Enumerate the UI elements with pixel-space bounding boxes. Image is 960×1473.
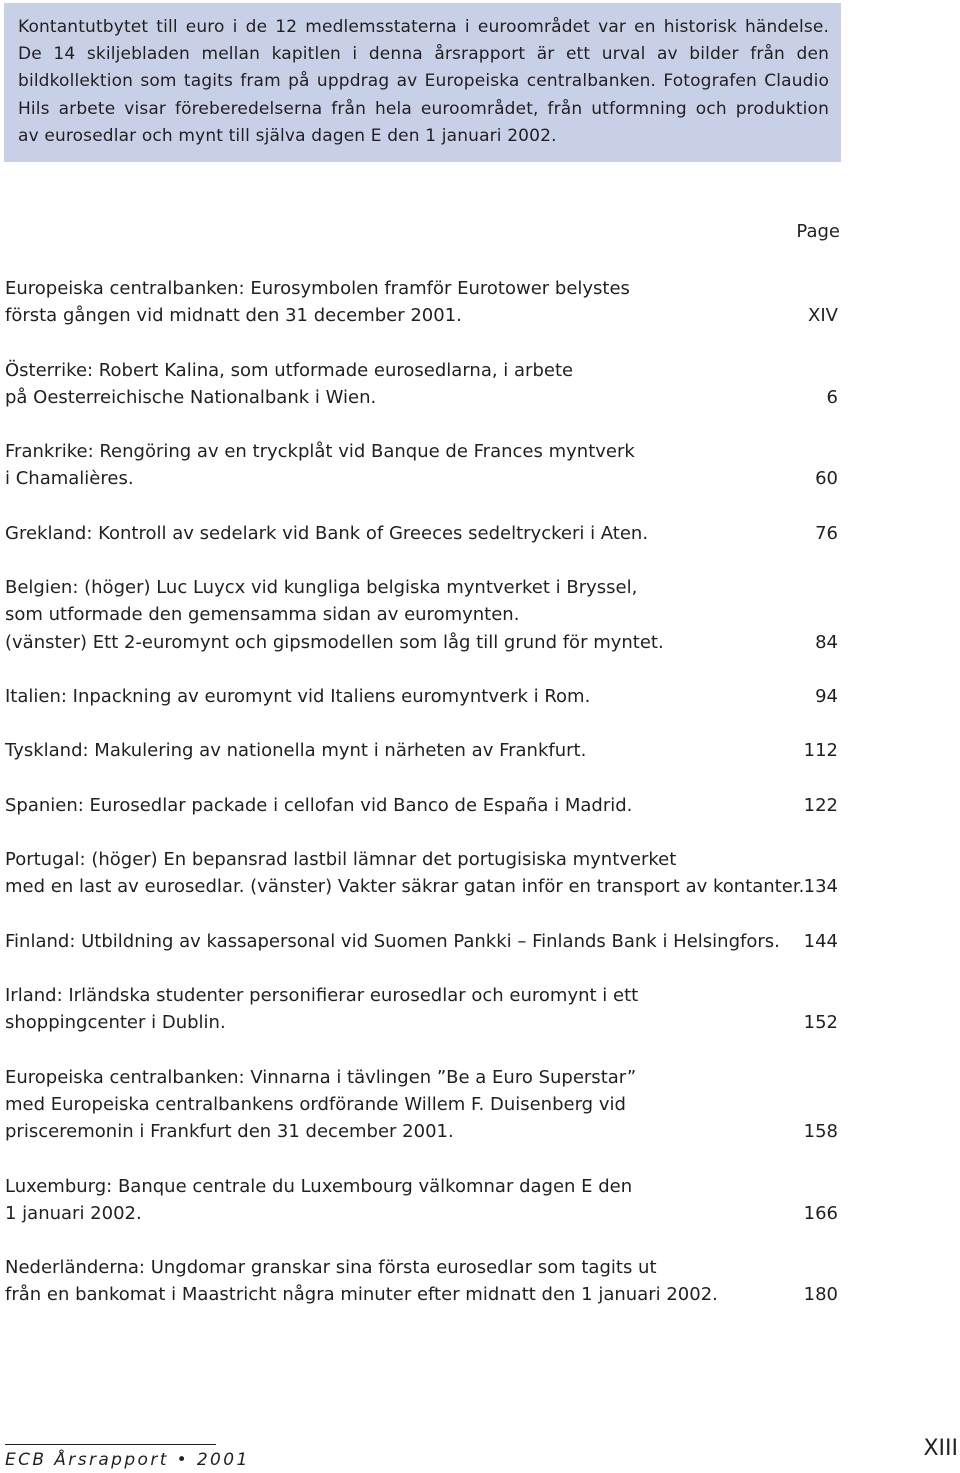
toc-entry-page: 112 (803, 740, 838, 762)
toc-entry (5, 574, 840, 656)
toc-entry (5, 438, 840, 492)
toc-entry-page: 122 (803, 794, 838, 816)
toc-entry (5, 1254, 840, 1308)
toc-entry-line: (vänster) Ett 2-euromynt och gipsmodellen som låg till grund för myntet. (5, 631, 664, 653)
toc-entry (5, 982, 840, 1036)
intro-paragraph (18, 14, 829, 150)
page-column-header: Page (796, 221, 840, 242)
toc-entry (5, 1064, 840, 1146)
toc-entry-page: 134 (803, 876, 838, 898)
intro-line: av eurosedlar och mynt till själva dagen E den 1 januari 2002. (18, 125, 557, 146)
footer-publication: ECB Årsrapport • 2001 (5, 1450, 250, 1470)
toc-entry-line: shoppingcenter i Dublin. (5, 1012, 226, 1034)
toc-entry-page: 6 (826, 386, 838, 408)
intro-line: De 14 skiljebladen mellan kapitlen i denna årsrapport är ett urval av bilder från den (18, 44, 829, 65)
toc-entry-page: 158 (803, 1121, 838, 1143)
toc-entry-line: Grekland: Kontroll av sedelark vid Bank of Greeces sedeltryckeri i Aten. (5, 522, 649, 544)
toc-entry (5, 520, 840, 547)
toc-entry-line: Europeiska centralbanken: Vinnarna i tävlingen ”Be a Euro Superstar” (5, 1066, 637, 1088)
intro-line: Hils arbete visar föreberedelserna från hela euroområdet, från utformning och produktion (18, 98, 829, 119)
toc-entry-line: som utformade den gemensamma sidan av euromynten. (5, 604, 520, 626)
toc-entry (5, 846, 840, 900)
toc-entry-line: Finland: Utbildning av kassapersonal vid Suomen Pankki – Finlands Bank i Helsingfors. (5, 930, 780, 952)
toc-entry-line: Österrike: Robert Kalina, som utformade eurosedlarna, i arbete (5, 359, 574, 381)
toc-entry (5, 928, 840, 955)
intro-line: bildkollektion som tagits fram på uppdrag av Europeiska centralbanken. Fotografen Claudio (18, 71, 829, 92)
toc-entry (5, 357, 840, 411)
toc-entry-line: Luxemburg: Banque centrale du Luxembourg välkomnar dagen E den (5, 1175, 633, 1197)
toc-entry-line: Nederländerna: Ungdomar granskar sina första eurosedlar som tagits ut (5, 1257, 657, 1279)
toc-entry-line: i Chamalières. (5, 468, 134, 490)
intro-line: Kontantutbytet till euro i de 12 medlemsstaterna i euroområdet var en historisk händelse. (18, 17, 829, 37)
toc-entry-line: Frankrike: Rengöring av en tryckplåt vid Banque de Frances myntverk (5, 441, 635, 463)
toc-entry-line: Italien: Inpackning av euromynt vid Italiens euromyntverk i Rom. (5, 685, 591, 707)
toc-entry-line: med Europeiska centralbankens ordförande Willem F. Duisenberg vid (5, 1093, 626, 1115)
toc-entry (5, 275, 840, 329)
toc-entry-line: första gången vid midnatt den 31 december 2001. (5, 305, 462, 327)
toc-entry-line: på Oesterreichische Nationalbank i Wien. (5, 386, 377, 408)
toc-entry-page: 60 (815, 468, 838, 490)
toc-entry-line: från en bankomat i Maastricht några minuter efter midnatt den 1 januari 2002. (5, 1284, 718, 1306)
toc-entry-page: 94 (815, 685, 838, 707)
toc-entry (5, 683, 840, 710)
page-number: XIII (923, 1436, 958, 1461)
toc-entry-line: Portugal: (höger) En bepansrad lastbil lämnar det portugisiska myntverket (5, 849, 677, 871)
toc-entry-page: 144 (803, 930, 838, 952)
toc-entry-page: 166 (803, 1202, 838, 1224)
toc-entry-page: 152 (803, 1012, 838, 1034)
toc-entry-line: Europeiska centralbanken: Eurosymbolen framför Eurotower belystes (5, 278, 630, 299)
toc-entry (5, 792, 840, 819)
toc-entry-line: Irland: Irländska studenter personifierar eurosedlar och euromynt i ett (5, 985, 639, 1007)
toc-entry-page: 180 (803, 1284, 838, 1306)
footer-rule (5, 1444, 216, 1445)
toc-entry-line: Spanien: Eurosedlar packade i cellofan vid Banco de España i Madrid. (5, 794, 633, 816)
toc-entry-page: 76 (815, 522, 838, 544)
toc-entry-page: 84 (815, 631, 838, 653)
toc-entry-line: Belgien: (höger) Luc Luycx vid kungliga belgiska myntverket i Bryssel, (5, 577, 638, 599)
toc-entry (5, 1173, 840, 1227)
toc-entry (5, 737, 840, 764)
intro-box (4, 3, 841, 162)
table-of-contents (5, 275, 840, 1309)
toc-entry-page: XIV (808, 305, 838, 327)
toc-entry-line: med en last av eurosedlar. (vänster) Vakter säkrar gatan inför en transport av kontanter. (5, 876, 805, 898)
toc-entry-line: Tyskland: Makulering av nationella mynt i närheten av Frankfurt. (5, 740, 587, 762)
toc-entry-line: prisceremonin i Frankfurt den 31 december 2001. (5, 1121, 454, 1143)
toc-entry-line: 1 januari 2002. (5, 1202, 142, 1224)
